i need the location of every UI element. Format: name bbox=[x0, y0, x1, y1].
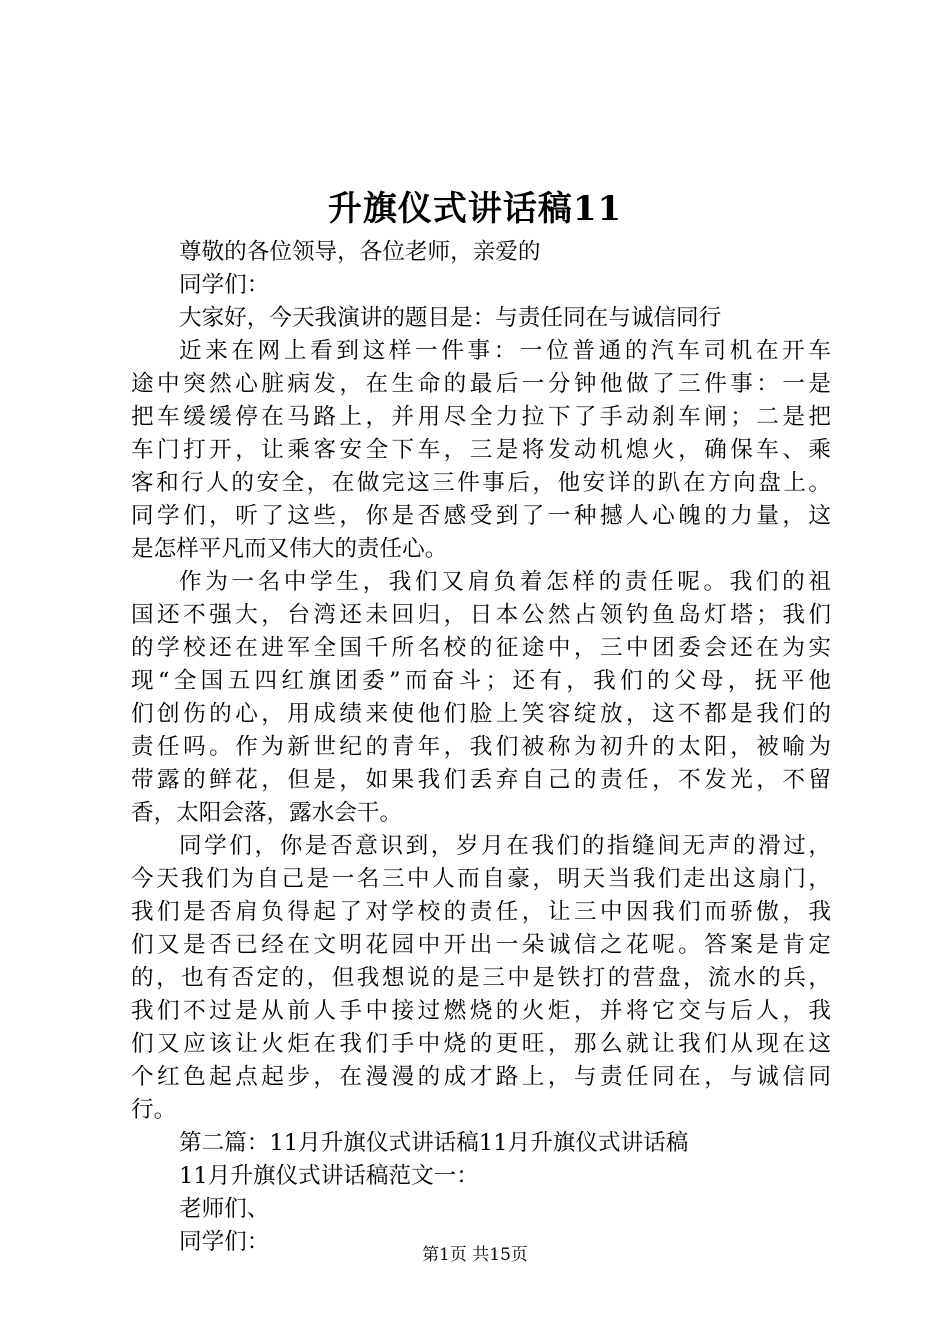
body-line: 同学们： bbox=[179, 1229, 270, 1255]
body-line: 同学们，听了这些，你是否感受到了一种撼人心魄的力量，这 bbox=[131, 503, 831, 529]
body-line: 带露的鲜花，但是，如果我们丢弃自己的责任，不发光，不留 bbox=[131, 767, 831, 793]
body-line: 们又是否已经在文明花园中开出一朵诚信之花呢。答案是肯定 bbox=[131, 932, 831, 958]
body-line: 们又应该让火炬在我们手中烧的更旺，那么就让我们从现在这 bbox=[131, 1031, 831, 1057]
page-footer: 第1页 共15页 bbox=[422, 1245, 528, 1265]
body-line: 我们不过是从前人手中接过燃烧的火炬，并将它交与后人，我 bbox=[131, 998, 831, 1024]
body-line: 同学们，你是否意识到，岁月在我们的指缝间无声的滑过， bbox=[179, 833, 831, 859]
body-line: 11月升旗仪式讲话稿范文一： bbox=[179, 1163, 479, 1189]
body-line: 大家好，今天我演讲的题目是：与责任同在与诚信同行 bbox=[179, 305, 722, 331]
body-line: 第二篇：11月升旗仪式讲话稿11月升旗仪式讲话稿 bbox=[179, 1130, 689, 1156]
body-line: 责任吗。作为新世纪的青年，我们被称为初升的太阳，被喻为 bbox=[131, 734, 831, 760]
body-line: 的，也有否定的，但我想说的是三中是铁打的营盘，流水的兵， bbox=[131, 965, 831, 991]
body-line: 客和行人的安全，在做完这三件事后，他安详的趴在方向盘上。 bbox=[131, 470, 831, 496]
body-line: 老师们、 bbox=[179, 1196, 270, 1222]
body-line: 们创伤的心，用成绩来使他们脸上笑容绽放，这不都是我们的 bbox=[131, 701, 831, 727]
body-line: 作为一名中学生，我们又肩负着怎样的责任呢。我们的祖 bbox=[179, 569, 831, 595]
body-line: 今天我们为自己是一名三中人而自豪，明天当我们走出这扇门， bbox=[131, 866, 831, 892]
document-title: 升旗仪式讲话稿11 bbox=[327, 189, 623, 229]
body-line: 是怎样平凡而又伟大的责任心。 bbox=[131, 536, 448, 562]
body-line: 行。 bbox=[131, 1097, 177, 1123]
body-line: 近来在网上看到这样一件事：一位普通的汽车司机在开车 bbox=[179, 338, 831, 364]
body-line: 途中突然心脏病发，在生命的最后一分钟他做了三件事：一是 bbox=[131, 371, 831, 397]
body-line: 个红色起点起步，在漫漫的成才路上，与责任同在，与诚信同 bbox=[131, 1064, 831, 1090]
body-line: 香，太阳会落，露水会干。 bbox=[131, 800, 403, 826]
document-body bbox=[131, 236, 831, 1259]
body-line: 同学们： bbox=[179, 272, 270, 298]
body-line: 国还不强大，台湾还未回归，日本公然占领钓鱼岛灯塔；我们 bbox=[131, 602, 831, 628]
body-line: 现“全国五四红旗团委”而奋斗；还有，我们的父母，抚平他 bbox=[131, 668, 831, 694]
body-line: 我们是否肩负得起了对学校的责任，让三中因我们而骄傲，我 bbox=[131, 899, 831, 925]
body-line: 的学校还在进军全国千所名校的征途中，三中团委会还在为实 bbox=[131, 635, 831, 661]
body-line: 车门打开，让乘客安全下车，三是将发动机熄火，确保车、乘 bbox=[131, 437, 831, 463]
body-line: 把车缓缓停在马路上，并用尽全力拉下了手动刹车闸；二是把 bbox=[131, 404, 831, 430]
body-line: 尊敬的各位领导，各位老师，亲爱的 bbox=[179, 239, 541, 265]
